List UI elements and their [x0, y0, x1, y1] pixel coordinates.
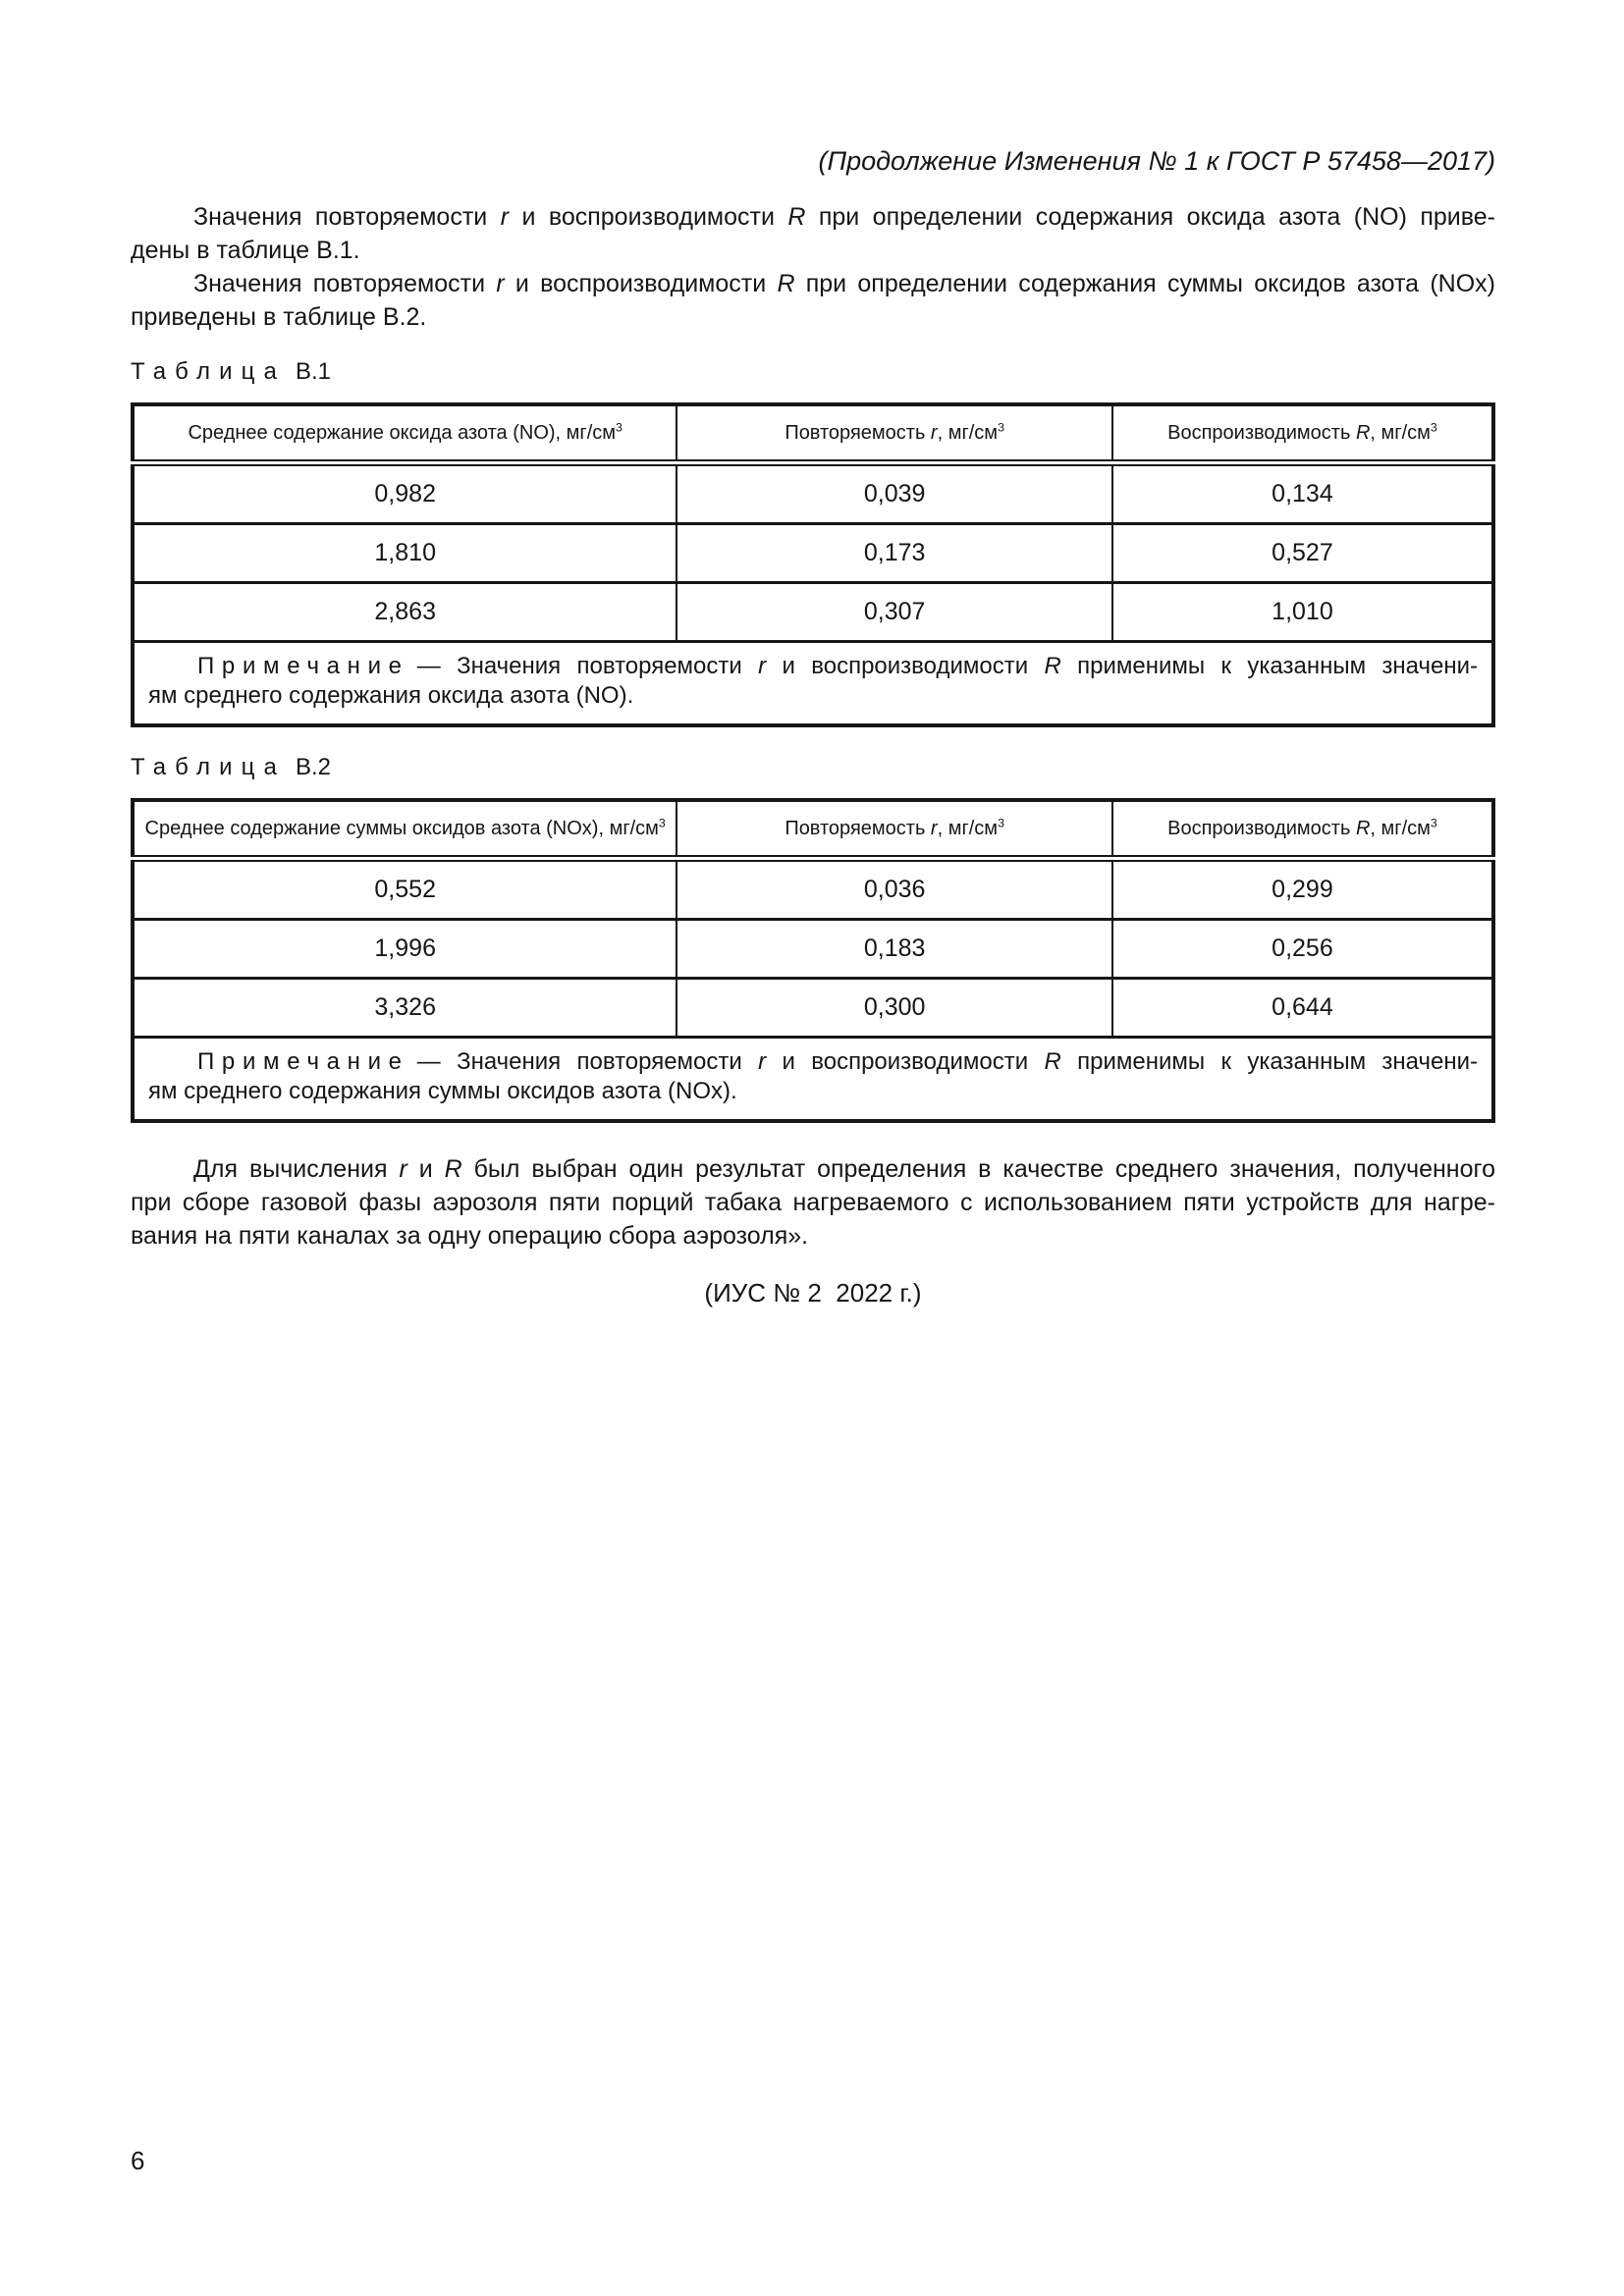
table-cell: 0,036: [677, 859, 1112, 920]
table-caption-number: В.1: [295, 358, 331, 385]
text-segment: , мг/см: [937, 817, 999, 839]
table-note-row: [133, 1038, 1493, 1122]
text-segment: при определении содержания оксида азота (NO) приве-: [805, 203, 1495, 231]
table-row: [133, 524, 1493, 583]
symbol-r: r: [758, 653, 767, 679]
symbol-R: R: [444, 1155, 462, 1183]
text-segment: Значения повторяемости: [457, 1048, 759, 1075]
table-cell: 2,863: [133, 583, 677, 642]
table-cell: 0,299: [1112, 859, 1493, 920]
note-label: Примечание: [197, 1048, 409, 1075]
paragraph-line: [131, 234, 1495, 267]
table-cell: 0,300: [677, 979, 1112, 1038]
table-cell: 0,256: [1112, 920, 1493, 979]
table-b2-header-col2: [677, 800, 1112, 859]
symbol-R: R: [1355, 817, 1371, 839]
table-b2-note: [133, 1038, 1493, 1122]
table-b1-caption: [131, 357, 1495, 387]
text-segment: и воспроизводимости: [509, 203, 788, 231]
continuation-header: [131, 0, 1495, 177]
continuation-header-text: (Продолжение Изменения № 1 к ГОСТ Р 57458—2017): [818, 146, 1495, 176]
table-caption-number: В.2: [295, 754, 331, 780]
text-segment: и воспроизводимости: [766, 653, 1045, 679]
table-cell: 0,039: [677, 463, 1112, 524]
superscript: 3: [658, 815, 666, 829]
text-segment: дены в таблице В.1.: [131, 237, 360, 264]
note-line: [148, 1047, 1478, 1077]
text-segment: Для вычисления: [193, 1155, 400, 1183]
text-segment: ям среднего содержания суммы оксидов азота (NOx).: [148, 1078, 737, 1104]
note-label: Примечание: [197, 653, 409, 679]
text-segment: ям среднего содержания оксида азота (NO).: [148, 682, 634, 709]
ius-text: (ИУС № 2 2022 г.): [704, 1278, 922, 1308]
table-b1-header-col3: [1112, 404, 1493, 463]
table-b2-header-col3: [1112, 800, 1493, 859]
table-b1-header-col1: [133, 404, 677, 463]
symbol-R: R: [1355, 421, 1371, 444]
symbol-R: R: [777, 270, 795, 297]
symbol-r: r: [500, 203, 510, 231]
table-cell: 1,810: [133, 524, 677, 583]
text-segment: Повторяемость: [785, 817, 931, 839]
table-row: [133, 979, 1493, 1038]
table-b2-header-row: [133, 800, 1493, 859]
table-row: [133, 583, 1493, 642]
text-segment: , мг/см: [1370, 421, 1431, 444]
text-segment: и воспроизводимости: [766, 1048, 1045, 1075]
text-segment: Значения повторяемости: [193, 270, 497, 297]
page-number: 6: [131, 2146, 145, 2175]
paragraph-line: [131, 1152, 1495, 1186]
table-b2: [131, 798, 1495, 1123]
note-dash: —: [416, 1048, 458, 1075]
table-b1: [131, 402, 1495, 727]
paragraph-intro-1: [131, 200, 1495, 267]
superscript: 3: [1430, 419, 1437, 434]
table-cell: 0,307: [677, 583, 1112, 642]
text-segment: при определении содержания суммы оксидов азота (NOx): [794, 270, 1495, 297]
table-note-row: [133, 642, 1493, 726]
note-line: [148, 1077, 1478, 1106]
text-segment: применимы к указанным значени-: [1060, 1048, 1479, 1075]
paragraph-line: [131, 1219, 1495, 1253]
symbol-R: R: [1044, 653, 1061, 679]
table-cell: 1,996: [133, 920, 677, 979]
table-caption-word: Таблица: [131, 754, 286, 780]
symbol-r: r: [758, 1048, 767, 1075]
text-segment: Воспроизводимость: [1167, 421, 1356, 444]
text-segment: , мг/см: [937, 421, 999, 444]
text-segment: и воспроизводимости: [504, 270, 778, 297]
text-segment: Значения повторяемости: [457, 653, 759, 679]
table-cell: 0,527: [1112, 524, 1493, 583]
table-cell: 0,982: [133, 463, 677, 524]
paragraph-intro-2: [131, 267, 1495, 334]
symbol-R: R: [1044, 1048, 1061, 1075]
page-content: [131, 0, 1495, 1308]
text-segment: , мг/см: [1370, 817, 1431, 839]
table-b1-note: [133, 642, 1493, 726]
text-segment: Среднее содержание оксида азота (NO), мг/см: [188, 421, 617, 444]
paragraph-line: [131, 200, 1495, 234]
table-cell: 0,552: [133, 859, 677, 920]
paragraph-line: [131, 267, 1495, 300]
text-segment: Воспроизводимость: [1167, 817, 1356, 839]
table-cell: 3,326: [133, 979, 677, 1038]
paragraph-closing: [131, 1152, 1495, 1253]
text-segment: применимы к указанным значени-: [1060, 653, 1479, 679]
note-dash: —: [416, 653, 458, 679]
text-segment: вания на пяти каналах за одну операцию сбора аэрозоля».: [131, 1222, 809, 1250]
text-segment: был выбран один результат определения в качестве среднего значения, полученного: [461, 1155, 1495, 1183]
table-cell: 0,183: [677, 920, 1112, 979]
table-cell: 1,010: [1112, 583, 1493, 642]
superscript: 3: [998, 815, 1004, 829]
table-caption-word: Таблица: [131, 358, 286, 385]
table-b1-header-col2: [677, 404, 1112, 463]
text-segment: Среднее содержание суммы оксидов азота (NOx), мг/см: [144, 817, 659, 839]
text-segment: Повторяемость: [785, 421, 931, 444]
symbol-r: r: [930, 817, 938, 839]
symbol-r: r: [930, 421, 938, 444]
text-segment: Значения повторяемости: [193, 203, 501, 231]
table-row: [133, 859, 1493, 920]
note-line: [148, 652, 1478, 681]
symbol-r: r: [496, 270, 505, 297]
table-b2-caption: [131, 753, 1495, 782]
paragraph-line: [131, 300, 1495, 334]
superscript: 3: [998, 419, 1004, 434]
table-row: [133, 463, 1493, 524]
ius-reference: [131, 1278, 1495, 1308]
text-segment: при сборе газовой фазы аэрозоля пяти порций табака нагреваемого с использованием пяти устройств для нагре-: [131, 1189, 1495, 1216]
note-line: [148, 681, 1478, 711]
superscript: 3: [616, 419, 623, 434]
table-b2-header-col1: [133, 800, 677, 859]
table-cell: 0,644: [1112, 979, 1493, 1038]
text-segment: приведены в таблице В.2.: [131, 303, 427, 331]
table-b1-header-row: [133, 404, 1493, 463]
symbol-R: R: [787, 203, 806, 231]
table-cell: 0,173: [677, 524, 1112, 583]
symbol-r: r: [399, 1155, 407, 1183]
paragraph-line: [131, 1186, 1495, 1219]
table-cell: 0,134: [1112, 463, 1493, 524]
text-segment: и: [406, 1155, 445, 1183]
table-row: [133, 920, 1493, 979]
superscript: 3: [1430, 815, 1437, 829]
